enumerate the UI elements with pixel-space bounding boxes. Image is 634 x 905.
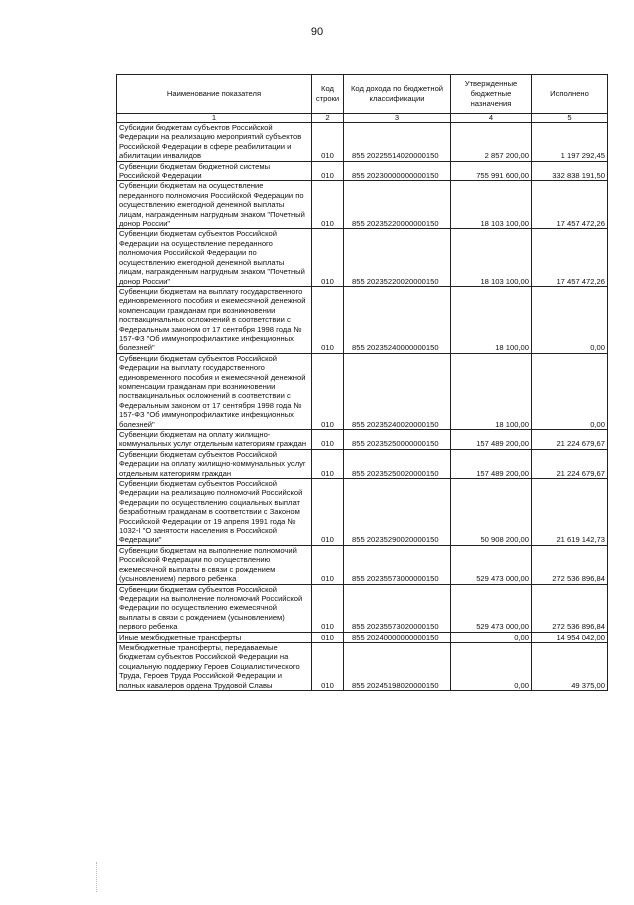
column-number: 5 <box>532 114 608 123</box>
row-income-code-cell: 855 20240000000000150 <box>344 632 451 642</box>
header-name: Наименование показателя <box>117 75 312 114</box>
header-row <box>117 75 608 114</box>
table-row <box>117 430 608 450</box>
row-income-code-cell: 855 20235240000000150 <box>344 286 451 353</box>
row-code-cell: 010 <box>312 123 344 162</box>
row-executed-cell: 272 536 896,84 <box>532 545 608 584</box>
row-approved-cell: 18 100,00 <box>451 353 532 429</box>
row-executed-cell: 0,00 <box>532 353 608 429</box>
row-approved-cell: 755 991 600,00 <box>451 161 532 181</box>
row-code-cell: 010 <box>312 286 344 353</box>
row-approved-cell: 18 103 100,00 <box>451 229 532 286</box>
table-row <box>117 123 608 162</box>
row-income-code-cell: 855 20235290020000150 <box>344 479 451 546</box>
row-executed-cell: 49 375,00 <box>532 642 608 690</box>
scan-margin-mark <box>96 862 98 892</box>
row-approved-cell: 0,00 <box>451 642 532 690</box>
row-approved-cell: 529 473 000,00 <box>451 545 532 584</box>
row-executed-cell: 21 224 679,67 <box>532 449 608 478</box>
table-row <box>117 479 608 546</box>
row-code-cell: 010 <box>312 632 344 642</box>
row-name-cell: Субвенции бюджетам субъектов Российской Федерации на осуществление переданного полномочия Российской Федерации по осуществлению ежегодной денежной выплаты лицам, награжденным нагрудным знаком "Почетный донор России" <box>117 229 312 286</box>
row-income-code-cell: 855 20245198020000150 <box>344 642 451 690</box>
row-income-code-cell: 855 20225514020000150 <box>344 123 451 162</box>
row-code-cell: 010 <box>312 545 344 584</box>
row-income-code-cell: 855 20235250020000150 <box>344 449 451 478</box>
column-number: 4 <box>451 114 532 123</box>
table-body <box>117 123 608 691</box>
row-income-code-cell: 855 20235250000000150 <box>344 430 451 450</box>
header-approved: Утвержденные бюджетные назначения <box>451 75 532 114</box>
row-executed-cell: 17 457 472,26 <box>532 229 608 286</box>
row-code-cell: 010 <box>312 229 344 286</box>
row-name-cell: Субвенции бюджетам бюджетной системы Российской Федерации <box>117 161 312 181</box>
row-income-code-cell: 855 20235573000000150 <box>344 545 451 584</box>
row-executed-cell: 21 619 142,73 <box>532 479 608 546</box>
row-name-cell: Межбюджетные трансферты, передаваемые бюджетам субъектов Российской Федерации на социальную поддержку Героев Социалистического Труда, Героев Труда Российской Федерации и полных кавалеров ордена Трудовой Славы <box>117 642 312 690</box>
row-approved-cell: 18 103 100,00 <box>451 181 532 229</box>
row-executed-cell: 14 954 042,00 <box>532 632 608 642</box>
row-executed-cell: 272 536 896,84 <box>532 584 608 632</box>
table-row <box>117 642 608 690</box>
header-executed: Исполнено <box>532 75 608 114</box>
row-code-cell: 010 <box>312 479 344 546</box>
row-approved-cell: 2 857 200,00 <box>451 123 532 162</box>
row-approved-cell: 0,00 <box>451 632 532 642</box>
row-approved-cell: 529 473 000,00 <box>451 584 532 632</box>
row-executed-cell: 21 224 679,67 <box>532 430 608 450</box>
row-executed-cell: 332 838 191,50 <box>532 161 608 181</box>
row-approved-cell: 157 489 200,00 <box>451 449 532 478</box>
row-executed-cell: 17 457 472,26 <box>532 181 608 229</box>
row-income-code-cell: 855 20235240020000150 <box>344 353 451 429</box>
row-name-cell: Субвенции бюджетам на осуществление переданного полномочия Российской Федерации по осуществлению ежегодной денежной выплаты лицам, награжденным нагрудным знаком "Почетный донор России" <box>117 181 312 229</box>
column-number: 3 <box>344 114 451 123</box>
row-income-code-cell: 855 20235220020000150 <box>344 229 451 286</box>
table-row <box>117 181 608 229</box>
row-code-cell: 010 <box>312 181 344 229</box>
row-name-cell: Субвенции бюджетам на оплату жилищно-коммунальных услуг отдельным категориям граждан <box>117 430 312 450</box>
row-name-cell: Субсидии бюджетам субъектов Российской Федерации на реализацию мероприятий субъектов Российской Федерации в сфере реабилитации и абилитации инвалидов <box>117 123 312 162</box>
row-income-code-cell: 855 20230000000000150 <box>344 161 451 181</box>
row-approved-cell: 18 100,00 <box>451 286 532 353</box>
table-row <box>117 584 608 632</box>
row-code-cell: 010 <box>312 161 344 181</box>
row-approved-cell: 157 489 200,00 <box>451 430 532 450</box>
page-number: 90 <box>310 26 324 38</box>
row-name-cell: Субвенции бюджетам на выплату государственного единовременного пособия и ежемесячной денежной компенсации гражданам при возникновении поствакцинальных осложнений в соответствии с Федеральным законом от 17 сентября 1998 года № 157-ФЗ "Об иммунопрофилактике инфекционных болезней" <box>117 286 312 353</box>
row-income-code-cell: 855 20235220000000150 <box>344 181 451 229</box>
row-name-cell: Субвенции бюджетам субъектов Российской Федерации на оплату жилищно-коммунальных услуг отдельным категориям граждан <box>117 449 312 478</box>
budget-execution-table <box>116 74 608 691</box>
row-executed-cell: 0,00 <box>532 286 608 353</box>
table-row <box>117 229 608 286</box>
row-name-cell: Иные межбюджетные трансферты <box>117 632 312 642</box>
table-row <box>117 353 608 429</box>
table-row <box>117 161 608 181</box>
row-code-cell: 010 <box>312 642 344 690</box>
table-row <box>117 449 608 478</box>
row-code-cell: 010 <box>312 430 344 450</box>
row-name-cell: Субвенции бюджетам субъектов Российской Федерации на выполнение полномочий Российской Федерации по осуществлению ежемесячной выплаты в связи с рождением (усыновлением) первого ребенка <box>117 584 312 632</box>
column-number-row <box>117 114 608 123</box>
table-row <box>117 286 608 353</box>
row-code-cell: 010 <box>312 353 344 429</box>
header-income-code: Код дохода по бюджетной классификации <box>344 75 451 114</box>
row-executed-cell: 1 197 292,45 <box>532 123 608 162</box>
row-name-cell: Субвенции бюджетам субъектов Российской Федерации на выплату государственного единовременного пособия и ежемесячной денежной компенсации гражданам при возникновении поствакцинальных осложнений в соответствии с Федеральным законом от 17 сентября 1998 года № 157-ФЗ "Об иммунопрофилактике инфекционных болезней" <box>117 353 312 429</box>
row-code-cell: 010 <box>312 584 344 632</box>
row-name-cell: Субвенции бюджетам на выполнение полномочий Российской Федерации по осуществлению ежемесячной выплаты в связи с рождением (усыновлением) первого ребенка <box>117 545 312 584</box>
header-code: Код строки <box>312 75 344 114</box>
table-row <box>117 545 608 584</box>
row-name-cell: Субвенции бюджетам субъектов Российской Федерации на реализацию полномочий Российской Федерации по осуществлению социальных выплат безработным гражданам в соответствии с Законом Российской Федерации от 19 апреля 1991 года № 1032-I "О занятости населения в Российской Федерации" <box>117 479 312 546</box>
row-code-cell: 010 <box>312 449 344 478</box>
row-approved-cell: 50 908 200,00 <box>451 479 532 546</box>
row-income-code-cell: 855 20235573020000150 <box>344 584 451 632</box>
column-number: 1 <box>117 114 312 123</box>
column-number: 2 <box>312 114 344 123</box>
table-row <box>117 632 608 642</box>
